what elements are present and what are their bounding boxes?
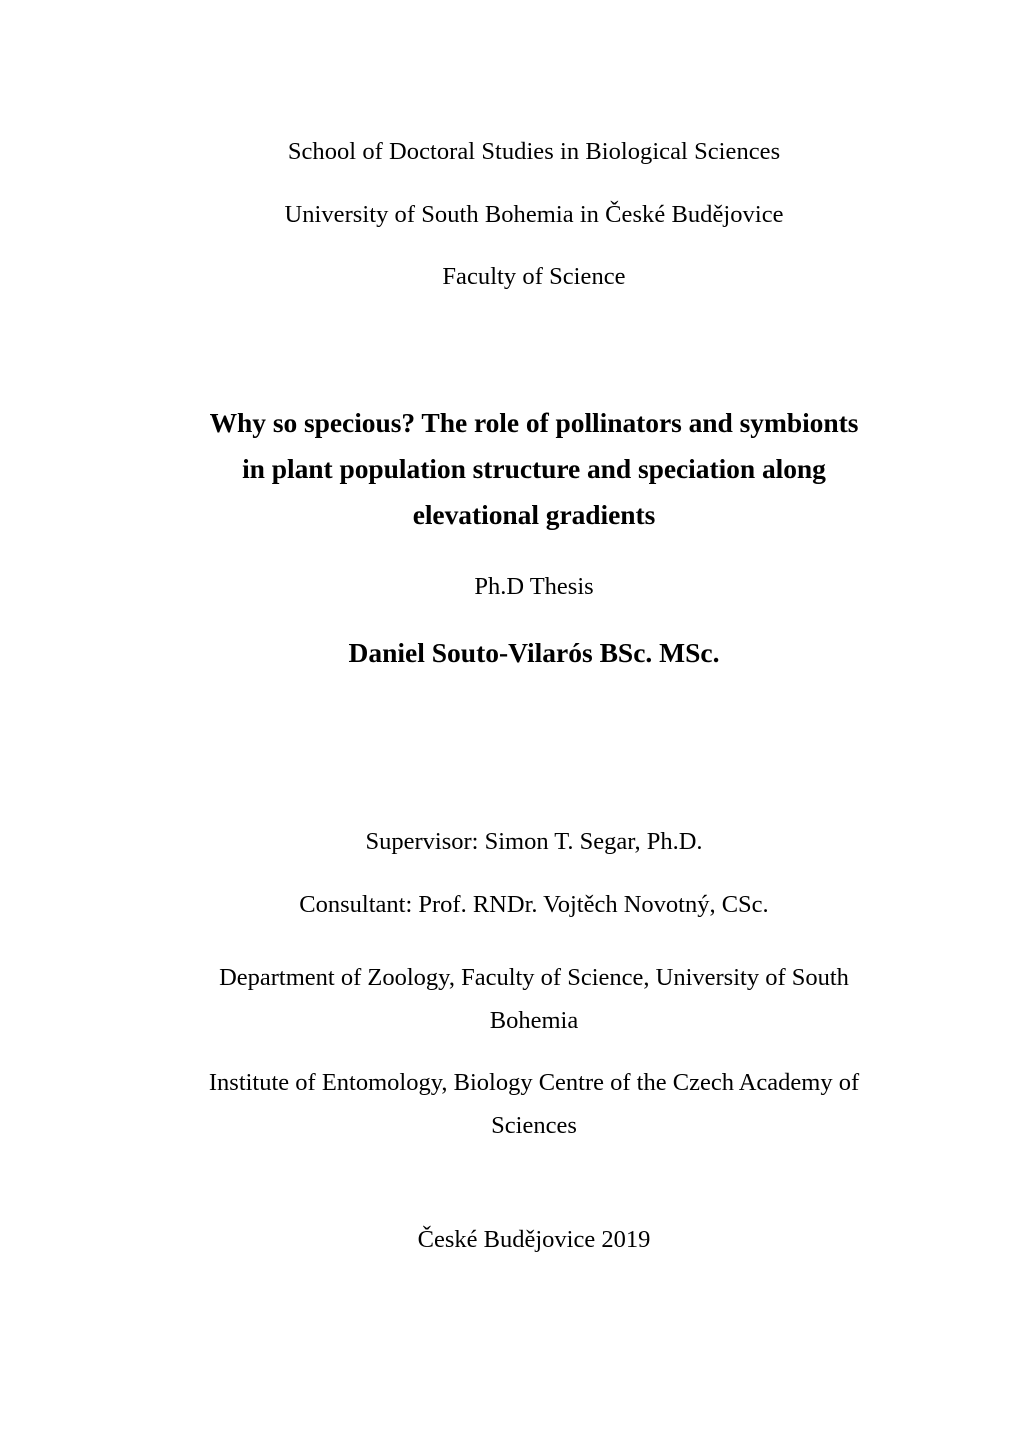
thesis-title-line-1: Why so specious? The role of pollinators and symbionts — [209, 407, 859, 438]
affiliation-department-zoology: Department of Zoology, Faculty of Science, University of South Bohemia — [219, 964, 849, 1034]
institution-line-school: School of Doctoral Studies in Biological Sciences — [287, 138, 781, 165]
consultant-line: Consultant: Prof. RNDr. Vojtěch Novotný, CSc. — [299, 890, 769, 918]
title-page-content — [195, 0, 873, 1449]
affiliation-block — [195, 956, 873, 1147]
affiliation-institute-entomology: Institute of Entomology, Biology Centre of the Czech Academy of Sciences — [208, 1069, 860, 1139]
thesis-title-line-3: elevational gradients — [412, 499, 656, 530]
place-and-year: České Budějovice 2019 — [417, 1226, 651, 1253]
supervisor-line: Supervisor: Simon T. Segar, Ph.D. — [365, 828, 703, 855]
thesis-title — [195, 400, 873, 538]
author-name: Daniel Souto-Vilarós BSc. MSc. — [348, 637, 720, 668]
institution-line-university: University of South Bohemia in České Budějovice — [284, 200, 784, 228]
institution-header — [195, 140, 873, 290]
institution-line-faculty: Faculty of Science — [442, 263, 626, 290]
thesis-type-label: Ph.D Thesis — [474, 573, 594, 600]
thesis-title-line-2: in plant population structure and speciation along — [242, 453, 826, 484]
supervision-block — [195, 830, 873, 917]
